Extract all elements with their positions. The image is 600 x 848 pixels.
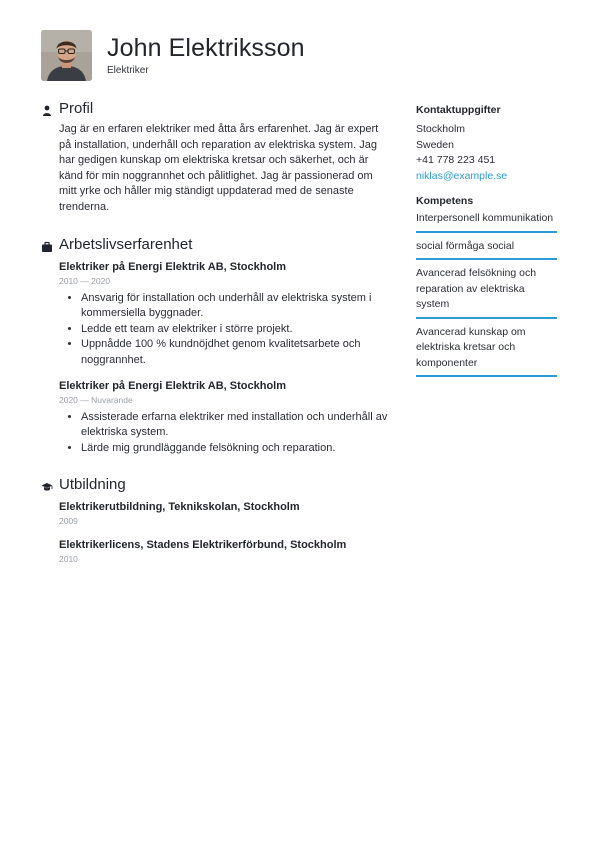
job-entry [59, 260, 393, 369]
contact-phone: +41 778 223 451 [416, 154, 496, 166]
education-date: 2010 [59, 554, 78, 565]
job-bullet: • Ledde ett team av elektriker i större projekt. [81, 322, 393, 338]
job-bullets [59, 291, 393, 369]
skills-heading: Kompetens [416, 195, 474, 207]
experience-heading: Arbetslivserfarenhet [59, 235, 193, 253]
education-entry [59, 500, 393, 528]
job-dates: 2010 — 2020 [59, 275, 111, 286]
profile-photo-icon [41, 30, 92, 81]
contact-heading: Kontaktuppgifter [416, 104, 501, 116]
education-section [41, 476, 393, 566]
avatar [41, 30, 92, 81]
experience-heading-row [41, 236, 393, 258]
experience-section [41, 236, 393, 457]
job-title: Elektriker på Energi Elektrik AB, Stockholm [59, 379, 287, 392]
experience-body [59, 260, 393, 457]
education-title: Elektrikerlicens, Stadens Elektrikerförbund, Stockholm [59, 539, 347, 552]
contact-city: Stockholm [416, 123, 466, 135]
education-body [59, 500, 393, 566]
education-heading-row [41, 476, 393, 498]
profile-text-block [59, 122, 393, 216]
job-bullet: • Lärde mig grundläggande felsökning och reparation. [81, 441, 393, 457]
skill-item: Avancerad felsökning och reparation av elektriska system [416, 260, 557, 319]
person-icon [41, 105, 53, 117]
profile-text: Jag är en erfaren elektriker med åtta års erfarenhet. Jag är expert på installation, underhåll och reparation av elektriska system. Jag har gedigen kunskap om elektriska kretsar och säkerhet, och är känd för min noggrannhet och pålitlighet. Jag är passionerad om mitt yrke och håller mig ständigt uppdaterad med de senaste trenderna. [59, 123, 379, 213]
profile-heading: Profil [59, 100, 94, 117]
job-bullet: • Uppnådde 100 % kundnöjdhet genom kvalitetsarbete och noggrannhet. [81, 337, 393, 368]
skill-item: social förmåga social [416, 233, 557, 261]
candidate-job-title: Elektriker [107, 65, 149, 76]
skill-item: Avancerad kunskap om elektriska kretsar och komponenter [416, 319, 557, 378]
profile-section [41, 100, 393, 216]
contact-country: Sweden [416, 138, 454, 151]
main-column [41, 100, 393, 586]
education-entry [59, 538, 393, 566]
candidate-name: John Elektriksson [107, 34, 305, 62]
sidebar [416, 103, 557, 377]
skill-item: Interpersonell kommunikation [416, 209, 557, 233]
contact-email-link[interactable]: niklas@example.se [416, 169, 508, 182]
education-date: 2009 [59, 516, 78, 527]
job-dates: 2020 — Nuvarande [59, 394, 133, 405]
job-bullets [59, 410, 393, 457]
profile-heading-row [41, 100, 393, 122]
job-bullet: • Ansvarig för installation och underhåll av elektriska system i kommersiella byggnader. [81, 291, 393, 322]
job-entry [59, 379, 393, 457]
education-heading: Utbildning [59, 476, 126, 494]
education-title: Elektrikerutbildning, Teknikskolan, Stockholm [59, 501, 300, 514]
graduation-cap-icon [41, 481, 53, 493]
job-bullet: • Assisterade erfarna elektriker med installation och underhåll av elektriska system. [81, 410, 393, 441]
job-title: Elektriker på Energi Elektrik AB, Stockholm [59, 260, 287, 273]
briefcase-icon [41, 241, 53, 253]
